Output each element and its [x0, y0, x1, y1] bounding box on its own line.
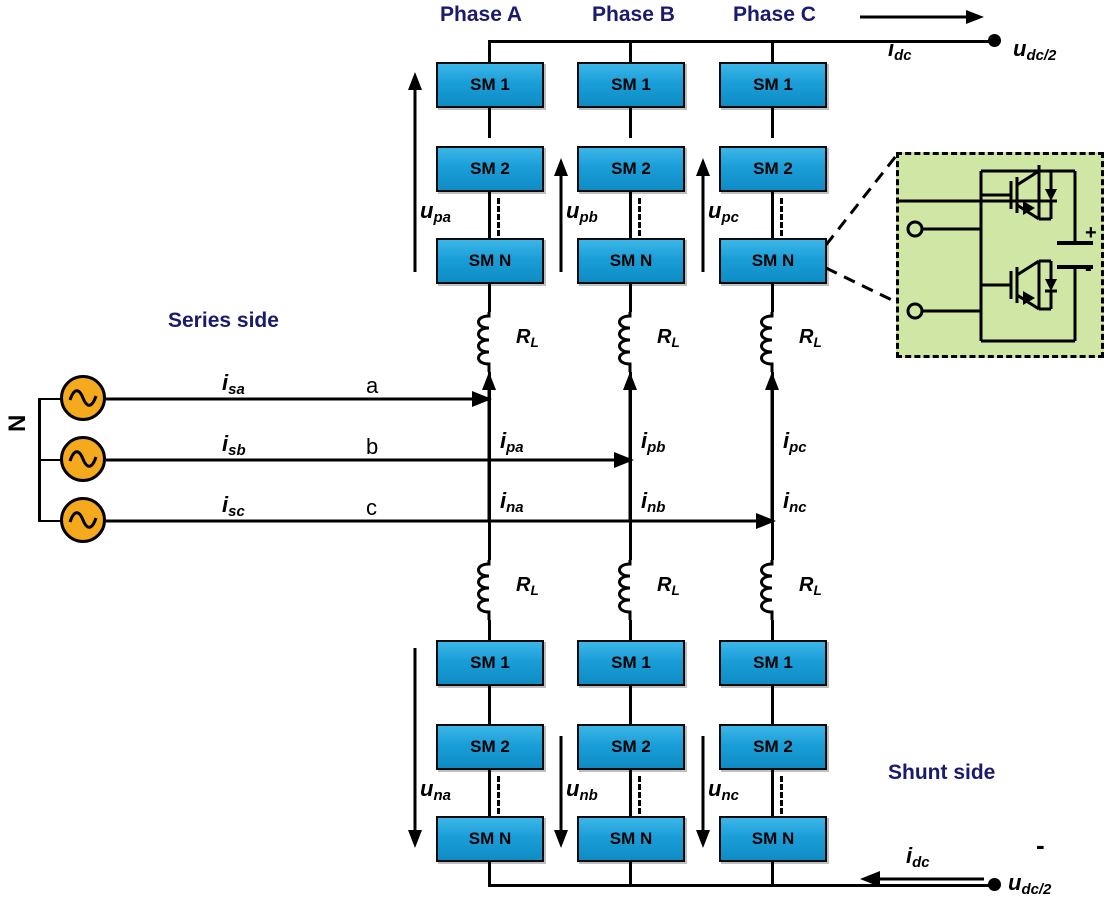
sm-lower-c-1[interactable]	[719, 640, 827, 686]
ac-source-c	[60, 497, 106, 543]
phase-letter-c: c	[366, 495, 377, 520]
isb-sub: sb	[228, 442, 246, 460]
sm-lower-a-2-label: SM 2	[470, 737, 510, 756]
rl-lower-b-sub: L	[671, 583, 680, 599]
sm-lower-c-1-label: SM 1	[753, 653, 793, 672]
upc-sub: pc	[721, 209, 739, 227]
sm-lower-a-1[interactable]	[436, 640, 544, 686]
sm-upper-a-1-label: SM 1	[470, 75, 510, 94]
isc-sub: sc	[228, 503, 245, 521]
sm-lower-a-1-label: SM 1	[470, 653, 510, 672]
ina-sub: na	[506, 499, 524, 517]
ipa-label: $i_{pa}$	[500, 428, 524, 457]
ina-label: $i_{na}$	[500, 488, 524, 517]
sm-upper-a-N-label: SM N	[468, 251, 512, 270]
wire-lower-c-coil-sm1	[771, 620, 774, 640]
sm-lower-b-N[interactable]	[577, 816, 685, 862]
sm-upper-b-2-label: SM 2	[611, 159, 651, 178]
wire-upper-b-N-coil	[629, 284, 632, 312]
inductor-lower-b	[610, 560, 650, 625]
idc-top-sub: dc	[894, 47, 912, 65]
feeder-a	[106, 390, 492, 408]
wire-lower-c-1-2	[771, 686, 774, 724]
upa-sub: pa	[433, 209, 451, 227]
wire-upper-a-1-2	[488, 108, 491, 138]
inb-label: $i_{nb}$	[641, 488, 666, 517]
upa-arrow	[406, 72, 424, 272]
unb-sub: nb	[579, 787, 598, 805]
una-arrow	[406, 648, 424, 848]
inb-sub: nb	[647, 499, 666, 517]
wire-upper-b-1-2	[629, 108, 632, 138]
sm-upper-a-2-label: SM 2	[470, 159, 510, 178]
sm-lower-a-N[interactable]	[436, 816, 544, 862]
sm-lower-c-N[interactable]	[719, 816, 827, 862]
sm-lower-b-1[interactable]	[577, 640, 685, 686]
wire-lower-a-2-N	[488, 770, 491, 816]
dc-bottom-polarity: -	[1036, 830, 1045, 860]
sm-lower-c-N-label: SM N	[751, 829, 795, 848]
wire-upper-c-1-2	[771, 108, 774, 138]
isa-label: $i_{sa}$	[222, 370, 245, 399]
wire-upper-b-top	[629, 40, 632, 62]
upc-label: $u_{pc}$	[708, 198, 739, 227]
udc-top-sub: dc/2	[1026, 47, 1057, 65]
rl-lower-c-sub: L	[813, 583, 822, 599]
rl-lower-a-sub: L	[530, 583, 539, 599]
neutral-tap-b	[38, 459, 62, 461]
sm-lower-c-2-label: SM 2	[753, 737, 793, 756]
dc-bus-top	[488, 40, 994, 43]
rl-upper-a-label: $R_L$	[516, 326, 539, 351]
feeder-c	[106, 512, 776, 530]
dash-lower-b	[638, 776, 641, 814]
inc-label: $i_{nc}$	[783, 488, 807, 517]
udc-top-label: $u_{dc/2}$	[1013, 36, 1057, 65]
una-label: $u_{na}$	[420, 776, 451, 805]
wire-lower-b-1-2	[629, 686, 632, 724]
sm-upper-c-N[interactable]	[719, 238, 827, 284]
sm-lower-c-2[interactable]	[719, 724, 827, 770]
inductor-upper-b	[610, 312, 650, 377]
sm-upper-c-2[interactable]	[719, 146, 827, 192]
ipc-sub: pc	[789, 439, 807, 457]
phase-letter-a: a	[366, 373, 379, 398]
sm-lower-a-N-label: SM N	[468, 829, 512, 848]
rl-lower-b-label: $R_L$	[657, 574, 680, 599]
unb-label: $u_{nb}$	[566, 776, 598, 805]
dash-upper-a	[497, 198, 500, 236]
upa-label: $u_{pa}$	[420, 198, 451, 227]
dash-lower-a	[497, 776, 500, 814]
half-bridge-schematic	[899, 155, 1103, 357]
ipa-sub: pa	[506, 439, 524, 457]
upb-label: $u_{pb}$	[566, 198, 598, 227]
sm-upper-a-2[interactable]	[436, 146, 544, 192]
sm-upper-c-2-label: SM 2	[753, 159, 793, 178]
half-bridge-submodule-detail	[896, 152, 1104, 358]
udc-bottom-label: $u_{dc/2}$	[1008, 870, 1052, 899]
wire-lower-b-coil-sm1	[629, 620, 632, 640]
wire-upper-a-2-N	[488, 192, 491, 238]
sm-upper-a-1[interactable]	[436, 62, 544, 108]
shunt-side-title: Shunt side	[888, 761, 996, 784]
rl-lower-c-label: $R_L$	[799, 574, 822, 599]
rl-upper-b-label: $R_L$	[657, 326, 680, 351]
wire-lower-b-N-bus	[629, 862, 632, 884]
sm-upper-b-1-label: SM 1	[611, 75, 651, 94]
phase-b-title: Phase B	[592, 3, 675, 26]
dash-upper-b	[638, 198, 641, 236]
wire-upper-c-N-coil	[771, 284, 774, 312]
isa-sub: sa	[228, 381, 245, 399]
inset-leader-lines	[826, 150, 906, 310]
idc-bottom-label: $i_{dc}$	[906, 843, 930, 872]
idc-top-label: $i_{dc}$	[888, 36, 912, 65]
dc-terminal-bottom-node	[988, 878, 1001, 891]
sm-upper-c-1-label: SM 1	[753, 75, 793, 94]
sm-lower-b-2[interactable]	[577, 724, 685, 770]
wire-lower-a-N-bus	[488, 862, 491, 884]
ac-source-a	[60, 375, 106, 421]
series-side-title: Series side	[168, 309, 279, 332]
wire-lower-c-N-bus	[771, 862, 774, 884]
rl-upper-a-sub: L	[530, 335, 539, 351]
ac-source-b	[60, 436, 106, 482]
ipb-label: $i_{pb}$	[641, 428, 666, 457]
neutral-tap-a	[38, 398, 62, 400]
ipb-sub: pb	[647, 439, 666, 457]
idc-bottom-sub: dc	[912, 854, 930, 872]
sm-lower-b-N-label: SM N	[609, 829, 653, 848]
phase-letter-b: b	[366, 434, 379, 459]
wire-lower-b-2-N	[629, 770, 632, 816]
sm-upper-b-2[interactable]	[577, 146, 685, 192]
wire-upper-b-2-N	[629, 192, 632, 238]
sm-upper-b-1[interactable]	[577, 62, 685, 108]
neutral-tap-c	[38, 520, 62, 522]
dash-upper-c	[780, 198, 783, 236]
sm-upper-a-N[interactable]	[436, 238, 544, 284]
rl-upper-b-sub: L	[671, 335, 680, 351]
isc-label: $i_{sc}$	[222, 492, 245, 521]
inductor-lower-c	[752, 560, 792, 625]
wire-upper-c-2-N	[771, 192, 774, 238]
sm-upper-c-N-label: SM N	[751, 251, 795, 270]
unc-sub: nc	[721, 787, 739, 805]
sm-lower-b-2-label: SM 2	[611, 737, 651, 756]
phase-a-title: Phase A	[440, 3, 523, 26]
inductor-upper-a	[469, 312, 509, 377]
una-sub: na	[433, 787, 451, 805]
sm-lower-b-1-label: SM 1	[611, 653, 651, 672]
wire-lower-c-2-N	[771, 770, 774, 816]
inductor-lower-a	[469, 560, 509, 625]
sm-upper-c-1[interactable]	[719, 62, 827, 108]
idc-bottom-arrow	[860, 870, 984, 888]
sm-upper-b-N[interactable]	[577, 238, 685, 284]
ipc-label: $i_{pc}$	[783, 428, 807, 457]
phase-c-title: Phase C	[733, 3, 816, 26]
inc-sub: nc	[789, 499, 807, 517]
dash-lower-c	[780, 776, 783, 814]
wire-upper-c-top	[771, 40, 774, 62]
neutral-label: N	[4, 414, 31, 432]
leg-c-middle	[771, 372, 774, 560]
inductor-upper-c	[752, 312, 792, 377]
wire-lower-a-coil-sm1	[488, 620, 491, 640]
sm-upper-b-N-label: SM N	[609, 251, 653, 270]
rl-upper-c-label: $R_L$	[799, 326, 822, 351]
rl-upper-c-sub: L	[813, 335, 822, 351]
rl-lower-a-label: $R_L$	[516, 574, 539, 599]
sm-lower-a-2[interactable]	[436, 724, 544, 770]
idc-top-arrow	[860, 8, 984, 26]
wire-upper-a-N-coil	[488, 284, 491, 312]
upb-sub: pb	[579, 209, 598, 227]
wire-lower-a-1-2	[488, 686, 491, 724]
udc-bottom-sub: dc/2	[1021, 881, 1052, 899]
capacitor-minus-sign: -	[1085, 258, 1092, 280]
capacitor-plus-sign: +	[1085, 222, 1097, 244]
isb-label: $i_{sb}$	[222, 431, 246, 460]
unc-label: $u_{nc}$	[708, 776, 739, 805]
wire-upper-a-top	[488, 40, 491, 62]
dc-terminal-top-node	[988, 34, 1001, 47]
